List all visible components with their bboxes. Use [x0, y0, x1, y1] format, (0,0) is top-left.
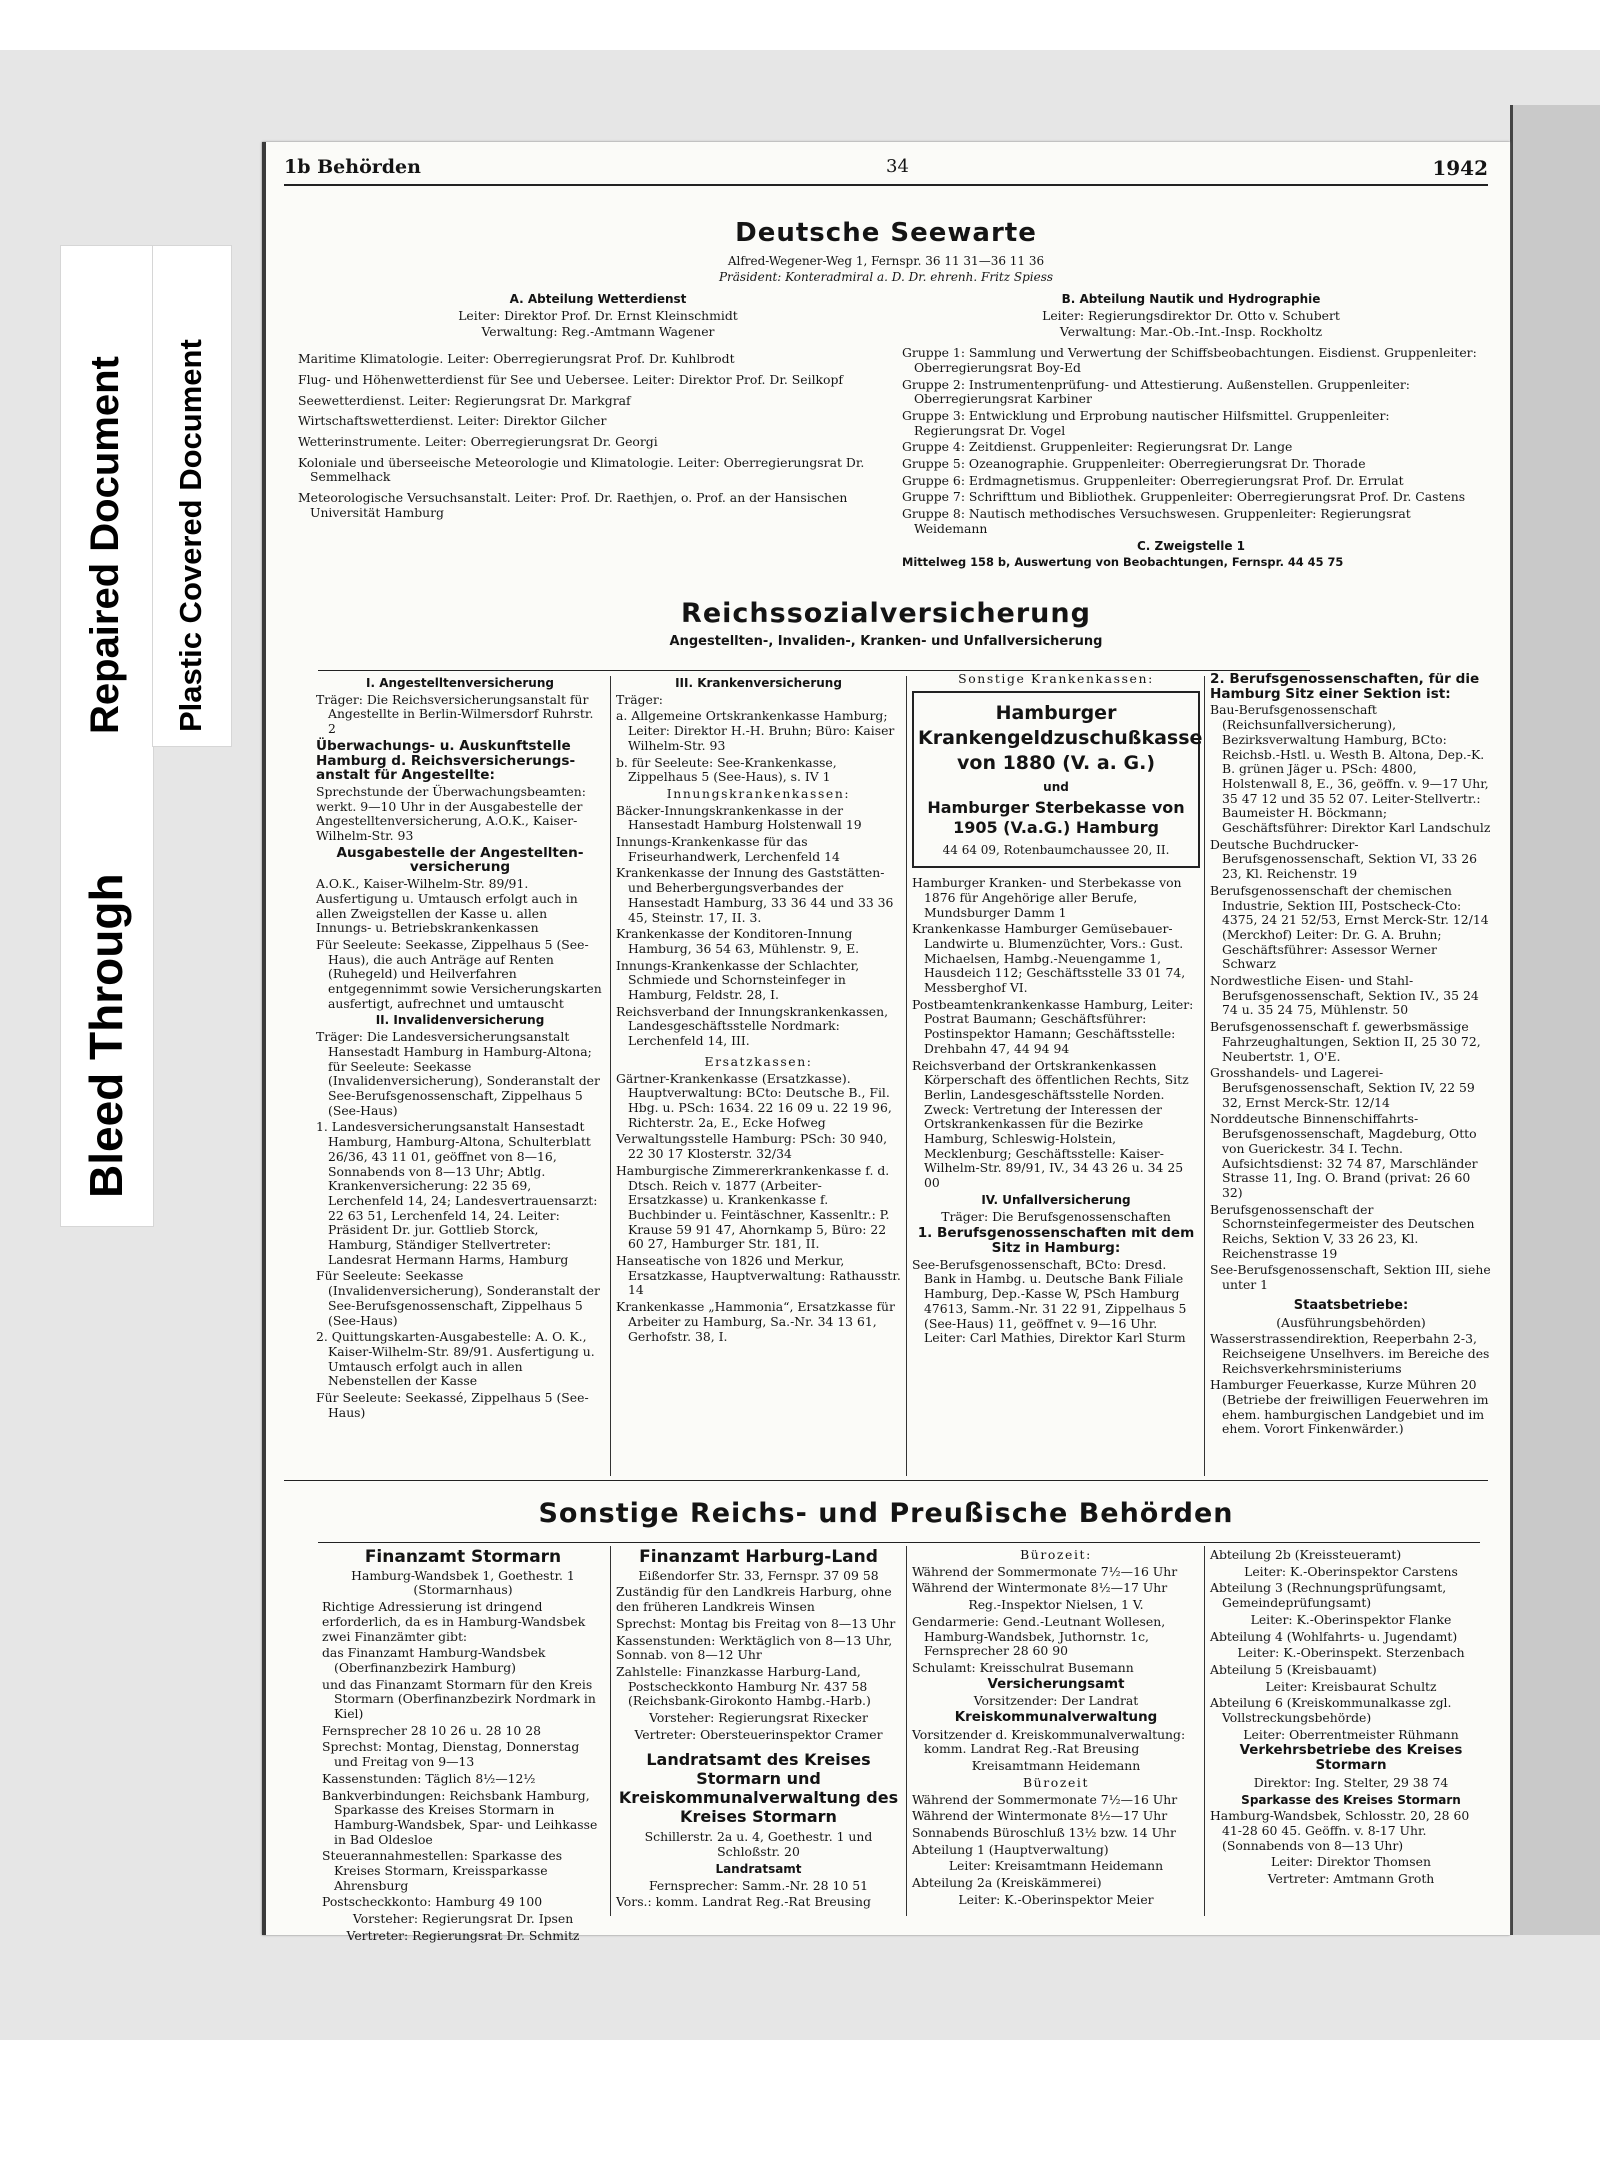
- seewarte-gruppe: Gruppe 6: Erdmagnetismus. Gruppenleiter: Oberregierungsrat Prof. Dr. Errulat: [902, 472, 1404, 488]
- heading-ausgabestelle: Ausgabestelle der Angestellten-versicherung: [336, 844, 584, 876]
- reichssozial-title: Reichssozialversicherung: [681, 598, 1091, 629]
- seewarte-gruppe: Gruppe 5: Ozeanographie. Gruppenleiter: Oberregierungsrat Dr. Thorade: [902, 456, 1366, 472]
- entry: Innungs-Krankenkasse der Schlachter, Schmiede und Schornsteinfeger in Hamburg, Feldstr. 28, I.: [616, 957, 860, 1003]
- entry: Während der Wintermonate 8½—17 Uhr: [912, 1808, 1168, 1824]
- bleed-through-tag: [60, 745, 154, 1227]
- seewarte-dept-a: A. Abteilung Wetterdienst: [509, 292, 687, 306]
- sonstige-rule: [318, 1542, 1480, 1543]
- seewarte-zweigstelle: C. Zweigstelle 1: [1136, 538, 1246, 553]
- heading-landratsamt-sub: Landratsamt: [715, 1861, 802, 1876]
- repaired-document-label: Repaired Document: [83, 356, 127, 734]
- entry: Vertreter: Regierungsrat Dr. Schmitz: [346, 1927, 580, 1943]
- sonstige-col1: [322, 1548, 604, 1946]
- seewarte-address: Alfred-Wegener-Weg 1, Fernspr. 36 11 31—36 11 36: [727, 254, 1045, 268]
- entry: Direktor: Ing. Stelter, 29 38 74: [1253, 1774, 1449, 1790]
- heading-berufsgenossenschaften: 1. Berufsgenossenschaften mit dem Sitz in Hamburg:: [917, 1225, 1195, 1256]
- entry: Bürozeit:: [1020, 1547, 1092, 1562]
- bleed-through-label: Bleed Through: [80, 873, 132, 1198]
- ad-address: 44 64 09, Rotenbaumchaussee 20, II.: [942, 843, 1170, 858]
- entry: Reg.-Inspektor Nielsen, 1 V.: [968, 1597, 1144, 1613]
- entry: Fernsprecher: Samm.-Nr. 28 10 51: [649, 1877, 868, 1893]
- heading-auskunftstelle: Überwachungs- u. Auskunftstelle Hamburg d. Reichsversicherungs-anstalt für Angestellte:: [316, 737, 576, 784]
- header-section: 1b Behörden: [284, 156, 421, 178]
- heading-angestelltenversicherung: I. Angestelltenversicherung: [366, 676, 554, 690]
- sonstige-col3: [912, 1548, 1200, 1909]
- entry: Bankverbindungen: Reichsbank Hamburg, Sparkasse des Kreises Stormarn in Hamburg-Wandsbek, Spar- und Leihkasse in Bad Oldesloe: [322, 1787, 598, 1847]
- entry: Vertreter: Obersteuerinspektor Cramer: [634, 1726, 883, 1742]
- sonstige-col4: [1210, 1548, 1492, 1889]
- heading-sparkasse: Sparkasse des Kreises Stormarn: [1241, 1792, 1461, 1807]
- plastic-covered-label: Plastic Covered Document: [173, 339, 208, 732]
- seewarte-president: Präsident: Konteradmiral a. D. Dr. ehrenh. Fritz Spiess: [718, 270, 1054, 284]
- entry: Eißendorfer Str. 33, Fernspr. 37 09 58: [638, 1567, 879, 1583]
- entry: Vorsitzender d. Kreiskommunalverwaltung: komm. Landrat Reg.-Rat Breusing: [912, 1726, 1186, 1757]
- advertisement-box: [912, 691, 1203, 868]
- entry: a. Allgemeine Ortskrankenkasse Hamburg; Leiter: Direktor H.-H. Bruhn; Büro: Kaiser Wilhelm-Str. 93: [616, 708, 895, 753]
- column-divider: [1204, 676, 1205, 1476]
- entry: Grosshandels- und Lagerei-Berufsgenossenschaft, Sektion IV, 22 59 32, Ernst Merck-Str. 12/14: [1210, 1065, 1475, 1110]
- entry: Leiter: Oberrentmeister Rühmann: [1243, 1726, 1459, 1742]
- running-header: [284, 156, 1488, 180]
- column-divider: [1204, 1546, 1205, 1916]
- seewarte-gruppe: Gruppe 2: Instrumentenprüfung- und Attestierung. Außenstellen. Gruppenleiter: Oberregierungsrat Karbiner: [902, 376, 1410, 407]
- reichssozial-subtitle: Angestellten-, Invaliden-, Kranken- und Unfallversicherung: [669, 634, 1103, 649]
- entry: Krankenkasse der Konditoren-Innung Hamburg, 36 54 63, Mühlenstr. 9, E.: [616, 926, 860, 956]
- heading-sektion: 2. Berufsgenossenschaften, für die Hamburg Sitz einer Sektion ist:: [1210, 671, 1480, 702]
- entry: See-Berufsgenossenschaft, BCto: Dresd. Bank in Hambg. u. Deutsche Bank Filiale Hamburg, Dep.-Kasse W, PSch Hamburg 47613, Samm.-Nr. 31 22 91, Zippelhaus 5 (See-Haus) 11, geöffnet v. 9—16 Uhr. Leiter: Carl Mathies, Direktor Karl Sturm: [912, 1256, 1187, 1346]
- entry: Während der Wintermonate 8½—17 Uhr: [912, 1580, 1168, 1596]
- plastic-covered-tag: [152, 245, 232, 747]
- entry: 2. Quittungskarten-Ausgabestelle: A. O. K., Kaiser-Wilhelm-Str. 89/91. Ausfertigung u. Umtausch erfolgt auch in allen Nebenstellen der Kasse: [316, 1329, 595, 1389]
- bottom-margin: [0, 2040, 1600, 2177]
- entry: Krankenkasse „Hammonia“, Ersatzkasse für Arbeiter zu Hamburg, Sa.-Nr. 34 13 61, Gerhofstr. 38, I.: [616, 1299, 895, 1344]
- reichssozial-col1: [316, 676, 604, 1422]
- column-divider: [906, 676, 907, 1476]
- entry: Abteilung 2a (Kreiskämmerei): [912, 1875, 1102, 1891]
- seewarte-a-item: Seewetterdienst. Leiter: Regierungsrat Dr. Markgraf: [298, 392, 631, 408]
- entry: Steuerannahmestellen: Sparkasse des Kreises Stormarn, Kreissparkasse Ahrensburg: [322, 1848, 563, 1893]
- sonstige-title: Sonstige Reichs- und Preußische Behörden: [538, 1498, 1234, 1529]
- entry: Richtige Adressierung ist dringend erforderlich, da es in Hamburg-Wandsbek zwei Finanzämter gibt:: [322, 1599, 586, 1644]
- entry: Postscheckkonto: Hamburg 49 100: [322, 1894, 543, 1910]
- entry: Für Seeleute: Seekasse (Invalidenversicherung), Sonderanstalt der See-Berufsgenossenschaft, Zippelhaus 5 (See-Haus): [316, 1268, 600, 1328]
- entry: Hamburger Kranken- und Sterbekasse von 1876 für Angehörige aller Berufe, Mundsburger Damm 1: [912, 875, 1182, 920]
- seewarte-a-item: Flug- und Höhenwetterdienst für See und Uebersee. Leiter: Direktor Prof. Dr. Seilkopf: [298, 371, 844, 387]
- seewarte-left-column: [298, 292, 898, 526]
- entry: Sprechst: Montag, Dienstag, Donnerstag und Freitag von 9—13: [322, 1739, 580, 1770]
- heading-invalidenversicherung: II. Invalidenversicherung: [375, 1013, 545, 1028]
- entry: Leiter: K.-Oberinspektor Meier: [958, 1891, 1154, 1907]
- entry: Leiter: Direktor Thomsen: [1271, 1854, 1431, 1870]
- entry: b. für Seeleute: See-Krankenkasse, Zippelhaus 5 (See-Haus), s. IV 1: [616, 754, 837, 785]
- seewarte-gruppe: Gruppe 1: Sammlung und Verwertung der Schiffsbeobachtungen. Eisdienst. Gruppenleiter: Oberregierungsrat Boy-Ed: [902, 345, 1477, 375]
- entry: Krankenkasse der Innung des Gaststätten- und Beherbergungsverbandes der Hansestadt Hamburg, 33 36 44 und 33 36 45, Steinstr. 17, II. 3.: [616, 865, 894, 925]
- reichssozial-rule: [318, 670, 1310, 671]
- entry: Sprechstunde der Überwachungsbeamten: werkt. 9—10 Uhr in der Ausgabestelle der Angestelltenversicherung, A.O.K., Kaiser-Wilhelm-Str. 93: [316, 783, 586, 844]
- entry: Nordwestliche Eisen- und Stahl-Berufsgenossenschaft, Sektion IV., 35 24 74 u. 35 24 75, Mühlenstr. 50: [1210, 973, 1479, 1018]
- document-page: [262, 142, 1510, 1943]
- heading-landratsamt: Landratsamt des Kreises Stormarn und Kreiskommunalverwaltung des Kreises Stormarn: [618, 1750, 899, 1827]
- entry: Wasserstrassendirektion, Reeperbahn 2-3, Reichseigene Unselhvers. im Bereiche des Reichsverkehrsministeriums: [1210, 1331, 1490, 1376]
- entry: Gärtner-Krankenkasse (Ersatzkasse). Hauptverwaltung: BCto: Deutsche B., Fil. Hbg. u. PSch: 1634. 22 16 09 u. 22 19 96, Richterstr. 2a, E., Ecke Hofweg: [616, 1070, 892, 1130]
- entry: Hamburgische Zimmererkrankenkasse f. d. Dtsch. Reich v. 1877 (Arbeiter-Ersatzkasse) u. Krankenkasse f. Buchbinder u. Feintäschner, Kassenltr.: P. Krause 59 91 47, Ahornkamp 5, Büro: 22 60 27, Hamburger Str. 181, II.: [616, 1162, 890, 1252]
- header-year: 1942: [1432, 156, 1488, 180]
- heading-versicherungsamt: Versicherungsamt: [987, 1676, 1125, 1692]
- entry: Fernsprecher 28 10 26 u. 28 10 28: [322, 1722, 541, 1738]
- entry: Sprechst: Montag bis Freitag von 8—13 Uhr: [616, 1615, 896, 1631]
- reichssozial-col4: [1210, 672, 1492, 1439]
- entry: Während der Sommermonate 7½—16 Uhr: [912, 1791, 1178, 1807]
- ad-krankengeldzuschusskasse: Hamburger Krankengeldzuschußkasse von 1880 (V. a. G.): [918, 701, 1203, 774]
- entry: Hanseatische von 1826 und Merkur, Ersatzkasse, Hauptverwaltung: Rathausstr. 14: [616, 1253, 901, 1298]
- entry: Leiter: K.-Oberinspekt. Sterzenbach: [1237, 1645, 1465, 1661]
- ad-und: und: [1043, 779, 1069, 794]
- entry: Für Seeleute: Seekassé, Zippelhaus 5 (See-Haus): [316, 1390, 589, 1420]
- repaired-document-tag: [60, 245, 154, 746]
- seewarte-right-column: [902, 292, 1480, 572]
- entry: (Ausführungsbehörden): [1276, 1314, 1426, 1330]
- entry: Vorsteher: Regierungsrat Rixecker: [649, 1710, 868, 1726]
- entry: das Finanzamt Hamburg-Wandsbek (Oberfinanzbezirk Hamburg): [322, 1645, 546, 1675]
- entry: Hamburger Feuerkasse, Kurze Mühren 20 (Betriebe der freiwilligen Feuerwehren im ehem. hamburgischen Landgebiet und im ehem. Vorort Finkenwärder.): [1210, 1377, 1489, 1437]
- entry: Reichsverband der Ortskrankenkassen Körperschaft des öffentlichen Rechts, Sitz Berlin, Landesgeschäftsstelle Norden. Zweck: Vertretung der Interessen der Ortskrankenkassen für die Bezirke Hamburg, Schleswig-Holstein, Mecklenburg; Geschäftsstelle: Kaiser-Wilhelm-Str. 89/91, IV., 34 43 26 u. 34 25 00: [912, 1057, 1189, 1191]
- entry: Kassenstunden: Täglich 8½—12½: [322, 1770, 536, 1786]
- header-page-number: 34: [886, 156, 909, 177]
- entry: Für Seeleute: Seekasse, Zippelhaus 5 (See-Haus), die auch Anträge auf Renten (Ruhegeld) und Heilverfahren entgegennimmt sowie Versicherungskarten ausfertigt, aufrechnet und umtauscht: [316, 936, 602, 1011]
- sonstige-rule-top: [284, 1480, 1488, 1481]
- seewarte-a-item: Meteorologische Versuchsanstalt. Leiter: Prof. Dr. Raethjen, o. Prof. an der Hansischen Universität Hamburg: [298, 490, 848, 520]
- seewarte-gruppe: Gruppe 7: Schrifttum und Bibliothek. Gruppenleiter: Oberregierungsrat Prof. Dr. Castens: [902, 489, 1466, 505]
- entry: Krankenkasse Hamburger Gemüsebauer-Landwirte u. Blumenzüchter, Vors.: Gust. Michaelsen, Hambg.-Neuengamme 1, Hausdeich 112; Geschäftsstelle 33 01 74, Messberghof VI.: [912, 921, 1186, 996]
- entry: und das Finanzamt Stormarn für den Kreis Stormarn (Oberfinanzbezirk Nordmark in Kiel): [322, 1676, 596, 1722]
- entry: Leiter: K.-Oberinspektor Carstens: [1244, 1563, 1458, 1579]
- entry: Vorsteher: Regierungsrat Dr. Ipsen: [352, 1911, 574, 1927]
- entry: Schillerstr. 2a u. 4, Goethestr. 1 und Schloßstr. 20: [644, 1829, 873, 1860]
- entry: Berufsgenossenschaft der chemischen Industrie, Sektion III, Postscheck-Cto: 4375, 24 21 52/53, Ernst Merck-Str. 12/14 (Merckhof) Leiter: Dr. G. A. Bruhn; Geschäftsführer: Assessor Werner Schwarz: [1210, 882, 1489, 972]
- entry: Hamburg-Wandsbek, Schlosstr. 20, 28 60 41-28 60 45. Geöffn. v. 8-17 Uhr. (Sonnabends von 8—13 Uhr): [1210, 1808, 1470, 1853]
- header-rule: [284, 184, 1488, 186]
- seewarte-gruppe: Gruppe 3: Entwicklung und Erprobung nautischer Hilfsmittel. Gruppenleiter: Regierungsrat Dr. Vogel: [902, 407, 1390, 438]
- entry: Bau-Berufsgenossenschaft (Reichsunfallversicherung), Bezirksverwaltung Hamburg, BCto: Reichsb.-Hstl. u. Westh B. Altona, Dep.-K. B. grünen Jäger u. PSch: 4800, Holstenwall 8, E., 36, geöffn. v. 9—17 Uhr, 35 47 12 und 35 52 07. Leiter-Stellvertr.: Baumeister H. Böckmann; Geschäftsführer: Direktor Karl Landschulz: [1210, 702, 1491, 836]
- entry: Zuständig für den Landkreis Harburg, ohne den früheren Landkreis Winsen: [616, 1584, 892, 1615]
- entry: Gendarmerie: Gend.-Leutnant Wollesen, Hamburg-Wandsbek, Juthornstr. 1c, Fernsprecher 28 60 90: [912, 1613, 1166, 1659]
- reichssozial-col3: [912, 671, 1203, 1348]
- heading-finanzamt-stormarn: Finanzamt Stormarn: [364, 1547, 562, 1567]
- ad-sterbekasse: Hamburger Sterbekasse von 1905 (V.a.G.) Hamburg: [927, 798, 1185, 838]
- entry: Kassenstunden: Werktäglich von 8—13 Uhr, Sonnab. von 8—12 Uhr: [616, 1632, 893, 1663]
- entry: Reichsverband der Innungskrankenkassen, Landesgeschäftsstelle Nordmark: Lerchenfeld 14, III.: [616, 1003, 889, 1049]
- heading-sonstige-krankenkassen: Sonstige Krankenkassen:: [958, 671, 1154, 686]
- entry: Abteilung 1 (Hauptverwaltung): [912, 1841, 1109, 1857]
- entry: Vors.: komm. Landrat Reg.-Rat Breusing: [616, 1894, 871, 1910]
- entry: Abteilung 6 (Kreiskommunalkasse zgl. Vollstreckungsbehörde): [1210, 1695, 1452, 1726]
- entry: Träger: Die Landesversicherungsanstalt Hansestadt Hamburg in Hamburg-Altona; für Seeleute: Seekasse (Invalidenversicherung), Sonderanstalt der See-Berufsgenossenschaft, Zippelhaus 5 (See-Haus): [316, 1029, 600, 1118]
- column-divider: [610, 676, 611, 1476]
- entry: Postbeamtenkrankenkasse Hamburg, Leiter: Postrat Baumann; Geschäftsführer: Postinspektor Hamann; Geschäftsstelle: Drehbahn 47, 44 94 94: [912, 996, 1194, 1056]
- heading-ersatzkassen: Ersatzkassen:: [704, 1053, 813, 1069]
- seewarte-b-verwaltung: Verwaltung: Mar.-Ob.-Int.-Insp. Rockholtz: [1059, 324, 1323, 340]
- entry: Bäcker-Innungskrankenkasse in der Hansestadt Hamburg Holstenwall 19: [616, 802, 862, 833]
- reichssozial-col2: [616, 676, 901, 1346]
- entry: A.O.K., Kaiser-Wilhelm-Str. 89/91. Ausfertigung u. Umtausch erfolgt auch in allen Zweigstellen der Kasse u. allen Innungs- u. Betriebskrankenkassen: [316, 876, 578, 936]
- entry: Während der Sommermonate 7½—16 Uhr: [912, 1563, 1178, 1579]
- entry: Leiter: Kreisbaurat Schultz: [1265, 1678, 1437, 1694]
- entry: Träger:: [616, 691, 663, 707]
- entry: Innungs-Krankenkasse für das Friseurhandwerk, Lerchenfeld 14: [616, 834, 840, 864]
- heading-innungskrankenkassen: Innungskrankenkassen:: [666, 785, 851, 801]
- heading-staatsbetriebe: Staatsbetriebe:: [1293, 1297, 1409, 1313]
- entry: Schulamt: Kreisschulrat Busemann: [912, 1659, 1134, 1675]
- seewarte-dept-b: B. Abteilung Nautik und Hydrographie: [1061, 292, 1321, 306]
- seewarte-b-leiter: Leiter: Regierungsdirektor Dr. Otto v. Schubert: [1042, 307, 1340, 323]
- seewarte-a-item: Koloniale und überseeische Meteorologie und Klimatologie. Leiter: Oberregierungsrat Dr. Semmelhack: [298, 454, 865, 485]
- entry: Kreisamtmann Heidemann: [971, 1758, 1141, 1774]
- entry: Berufsgenossenschaft der Schornsteinfegermeister des Deutschen Reichs, Sektion V, 33 26 23, Kl. Reichenstrasse 19: [1210, 1201, 1475, 1261]
- heading-kreiskommunalverwaltung: Kreiskommunalverwaltung: [954, 1710, 1158, 1726]
- entry: Norddeutsche Binnenschiffahrts-Berufsgenossenschaft, Magdeburg, Otto von Guerickestr. 34 I. Techn. Aufsichtsdienst: 32 74 87, Marschländer Strasse 11, Ing. O. Brand (privat: 26 60 32): [1210, 1111, 1478, 1200]
- entry: Bürozeit: [1022, 1774, 1090, 1790]
- seewarte-gruppe: Gruppe 4: Zeitdienst. Gruppenleiter: Regierungsrat Dr. Lange: [902, 439, 1293, 455]
- entry: Zahlstelle: Finanzkasse Harburg-Land, Postscheckkonto Hamburg Nr. 437 58 (Reichsbank-Girokonto Hambg.-Harb.): [616, 1663, 871, 1709]
- entry: Vorsitzender: Der Landrat: [973, 1693, 1139, 1709]
- heading-finanzamt-harburg: Finanzamt Harburg-Land: [639, 1547, 878, 1567]
- heading-verkehrsbetriebe: Verkehrsbetriebe des Kreises Stormarn: [1239, 1743, 1463, 1774]
- entry: Deutsche Buchdrucker-Berufsgenossenschaft, Sektion VI, 33 26 23, Kl. Reichenstr. 19: [1210, 836, 1477, 882]
- seewarte-a-item: Maritime Klimatologie. Leiter: Oberregierungsrat Prof. Dr. Kuhlbrodt: [298, 351, 735, 367]
- entry: Verwaltungsstelle Hamburg: PSch: 30 940, 22 30 17 Klosterstr. 32/34: [616, 1131, 888, 1162]
- entry: Leiter: Kreisamtmann Heidemann: [948, 1858, 1164, 1874]
- entry: Abteilung 3 (Rechnungsprüfungsamt, Gemeindeprüfungsamt): [1210, 1580, 1447, 1611]
- entry: Leiter: K.-Oberinspektor Flanke: [1250, 1611, 1452, 1627]
- sonstige-col2: [616, 1548, 901, 1912]
- top-margin: [0, 0, 1600, 50]
- seewarte-zweigstelle-address: Mittelweg 158 b, Auswertung von Beobachtungen, Fernspr. 44 45 75: [902, 555, 1344, 570]
- entry: Abteilung 5 (Kreisbauamt): [1210, 1661, 1377, 1677]
- entry: See-Berufsgenossenschaft, Sektion III, siehe unter 1: [1210, 1262, 1491, 1293]
- entry: Vertreter: Amtmann Groth: [1267, 1871, 1435, 1887]
- heading-unfallversicherung: IV. Unfallversicherung: [981, 1192, 1131, 1207]
- column-divider: [610, 1546, 611, 1916]
- seewarte-a-item: Wetterinstrumente. Leiter: Oberregierungsrat Dr. Georgi: [298, 433, 658, 449]
- seewarte-a-leiter: Leiter: Direktor Prof. Dr. Ernst Kleinschmidt: [458, 307, 738, 323]
- entry: Träger: Die Berufsgenossenschaften: [941, 1208, 1171, 1224]
- column-divider: [906, 1546, 907, 1916]
- entry: Hamburg-Wandsbek 1, Goethestr. 1 (Stormarnhaus): [351, 1567, 575, 1598]
- entry: Sonnabends Büroschluß 13½ bzw. 14 Uhr: [912, 1824, 1176, 1840]
- entry: Abteilung 4 (Wohlfahrts- u. Jugendamt): [1210, 1628, 1458, 1644]
- entry: Abteilung 2b (Kreissteueramt): [1210, 1547, 1402, 1562]
- entry: 1. Landesversicherungsanstalt Hansestadt Hamburg, Hamburg-Altona, Schulterblatt 26/36, 43 11 01, geöffnet von 8—16, Sonnabends von 8—13 Uhr; Abtlg. Krankenversicherung: 22 35 69, Lerchenfeld 14, 24; Landesvertrauensarzt: 22 63 51, Lerchenfeld 14, 24. Leiter: Präsident Dr. jur. Gottlieb Storck, Hamburg, Ständiger Stellvertreter: Landesrat Hermann Harms, Hamburg: [316, 1119, 598, 1267]
- entry: Berufsgenossenschaft f. gewerbsmässige Fahrzeughaltungen, Sektion II, 25 30 72, Neubertstr. 1, O'E.: [1210, 1019, 1481, 1064]
- seewarte-a-verwaltung: Verwaltung: Reg.-Amtmann Wagener: [481, 324, 715, 340]
- adjacent-page-edge: [1510, 105, 1600, 1935]
- heading-krankenversicherung: III. Krankenversicherung: [675, 676, 842, 690]
- seewarte-a-item: Wirtschaftswetterdienst. Leiter: Direktor Gilcher: [298, 413, 607, 429]
- entry: Träger: Die Reichsversicherungsanstalt für Angestellte in Berlin-Wilmersdorf Ruhrstr. 2: [316, 691, 594, 737]
- seewarte-title: Deutsche Seewarte: [735, 218, 1037, 248]
- seewarte-gruppe: Gruppe 8: Nautisch methodisches Versuchswesen. Gruppenleiter: Regierungsrat Weidemann: [902, 506, 1411, 536]
